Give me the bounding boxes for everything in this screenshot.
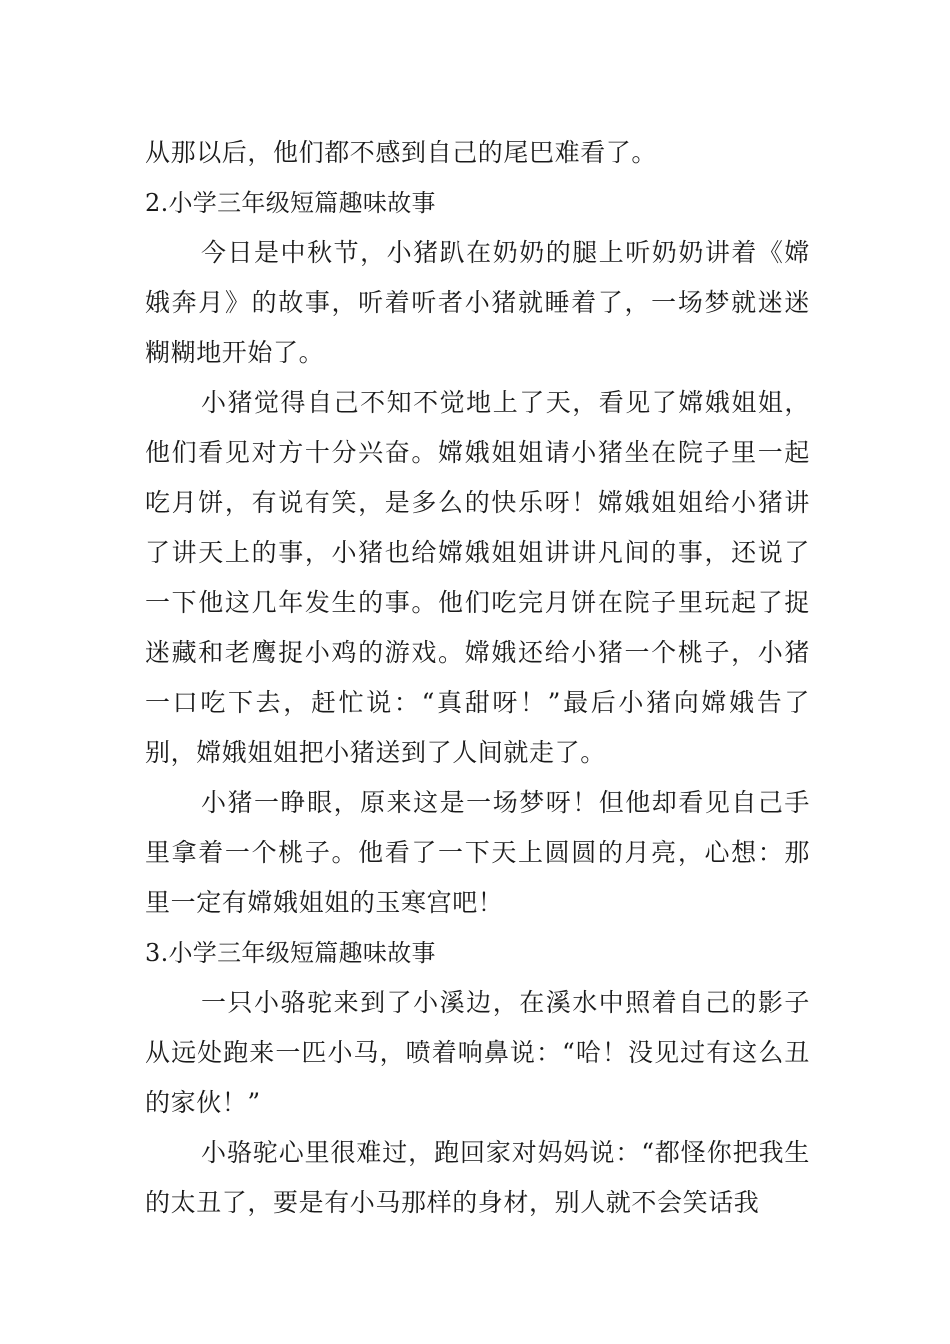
document-page (145, 128, 810, 1228)
section-3-paragraph-2: 小骆驼心里很难过，跑回家对妈妈说：“都怪你把我生的太丑了，要是有小马那样的身材，别人就不会笑话我 (145, 1138, 810, 1217)
section-3-paragraph-1: 一只小骆驼来到了小溪边，在溪水中照着自己的影子从远处跑来一匹小马，喷着响鼻说：“哈！没见过有这么丑的家伙！” (145, 988, 810, 1117)
section-2-paragraph-3: 小猪一睁眼，原来这是一场梦呀！但他却看见自己手里拿着一个桃子。他看了一下天上圆圆的月亮，心想：那里一定有嫦娥姐姐的玉寒宫吧！ (145, 788, 810, 917)
continuation-paragraph: 从那以后，他们都不感到自己的尾巴难看了。 (145, 138, 658, 167)
section-2-paragraph-1: 今日是中秋节，小猪趴在奶奶的腿上听奶奶讲着《嫦娥奔月》的故事，听着听者小猪就睡着了，一场梦就迷迷糊糊地开始了。 (145, 238, 810, 367)
section-2-heading: 2.小学三年级短篇趣味故事 (145, 189, 436, 217)
section-2-paragraph-2: 小猪觉得自己不知不觉地上了天，看见了嫦娥姐姐，他们看见对方十分兴奋。嫦娥姐姐请小猪坐在院子里一起吃月饼，有说有笑，是多么的快乐呀！嫦娥姐姐给小猪讲了讲天上的事，小猪也给嫦娥姐姐讲讲凡间的事，还说了一下他这几年发生的事。他们吃完月饼在院子里玩起了捉迷藏和老鹰捉小鸡的游戏。嫦娥还给小猪一个桃子，小猪一口吃下去，赶忙说：“真甜呀！”最后小猪向嫦娥告了别，嫦娥姐姐把小猪送到了人间就走了。 (145, 388, 810, 767)
section-3-heading: 3.小学三年级短篇趣味故事 (145, 939, 436, 967)
